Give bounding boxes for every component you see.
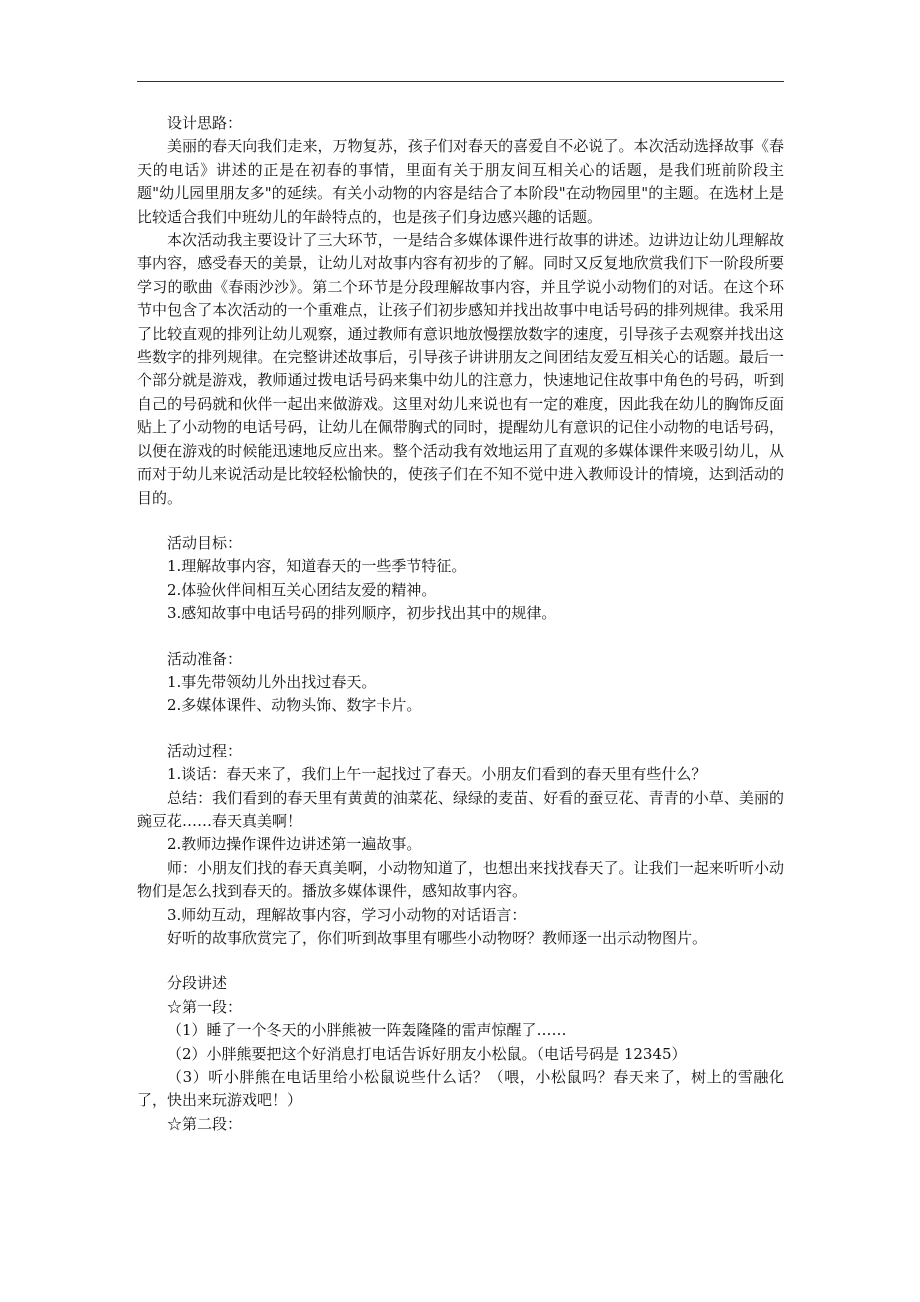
segment-second-label: ☆第二段：	[167, 1114, 243, 1133]
document-body	[137, 112, 784, 1136]
prep-heading: 活动准备：	[167, 649, 243, 668]
header-rule	[137, 81, 784, 82]
process-line: 1.谈话：春天来了，我们上午一起找过了春天。小朋友们看到的春天里有些什么？	[167, 765, 707, 784]
segment-item: （1）睡了一个冬天的小胖熊被一阵轰隆隆的雷声惊醒了……	[167, 1021, 567, 1040]
process-line: 总结：我们看到的春天里有黄黄的油菜花、绿绿的麦苗、好看的蚕豆花、青青的小草、美丽的豌豆花……春天真美啊！	[137, 788, 784, 830]
segment-first-label: ☆第一段：	[167, 997, 243, 1016]
prep-item: 1.事先带领幼儿外出找过春天。	[167, 672, 377, 691]
process-heading: 活动过程：	[167, 741, 243, 760]
process-line: 好听的故事欣赏完了，你们听到故事里有哪些小动物呀？教师逐一出示动物图片。	[167, 929, 708, 947]
goals-heading: 活动目标：	[167, 533, 243, 552]
design-heading: 设计思路：	[167, 114, 243, 132]
design-paragraph-1: 美丽的春天向我们走来，万物复苏，孩子们对春天的喜爱自不必说了。本次活动选择故事《春天的电话》讲述的正是在初春的事情，里面有关于朋友间互相关心的话题，是我们班前阶段主题"幼儿园里朋友多"的延续。有关小动物的内容是结合了本阶段"在动物园里"的主题。在选材上是比较适合我们中班幼儿的年龄特点的，也是孩子们身边感兴趣的话题。	[137, 137, 784, 226]
goal-item: 3.感知故事中电话号码的排列顺序，初步找出其中的规律。	[167, 604, 557, 623]
segment-item: （3）听小胖熊在电话里给小松鼠说些什么话？（喂，小松鼠吗？春天来了，树上的雪融化了，快出来玩游戏吧！）	[137, 1068, 784, 1110]
prep-item: 2.多媒体课件、动物头饰、数字卡片。	[167, 696, 422, 715]
goal-item: 2.体验伙伴间相互关心团结友爱的精神。	[167, 580, 437, 599]
process-line: 2.教师边操作课件边讲述第一遍故事。	[167, 835, 422, 854]
segments-heading: 分段讲述	[167, 974, 228, 993]
goal-item: 1.理解故事内容，知道春天的一些季节特征。	[167, 557, 467, 576]
design-paragraph-2: 本次活动我主要设计了三大环节，一是结合多媒体课件进行故事的讲述。边讲边让幼儿理解故事内容，感受春天的美景，让幼儿对故事内容有初步的了解。同时又反复地欣赏我们下一阶段所要学习的歌曲《春雨沙沙》。第二个环节是分段理解故事内容，并且学说小动物们的对话。在这个环节中包含了本次活动的一个重难点，让孩子们初步感知并找出故事中电话号码的排列规律。我采用了比较直观的排列让幼儿观察，通过教师有意识地放慢摆放数字的速度，引导孩子去观察并找出这些数字的排列规律。在完整讲述故事后，引导孩子讲讲朋友之间团结友爱互相关心的话题。最后一个部分就是游戏，教师通过拨电话号码来集中幼儿的注意力，快速地记住故事中角色的号码，听到自己的号码就和伙伴一起出来做游戏。这里对幼儿来说也有一定的难度，因此我在幼儿的胸饰反面贴上了小动物的电话号码，让幼儿在佩带胸式的同时，提醒幼儿有意识的记住小动物的电话号码，以便在游戏的时候能迅速地反应出来。整个活动我有效地运用了直观的多媒体课件来吸引幼儿，从而对于幼儿来说活动是比较轻松愉快的，使孩子们在不知不觉中进入教师设计的情境，达到活动的目的。	[137, 231, 784, 507]
process-line: 3.师幼互动，理解故事内容，学习小动物的对话语言：	[167, 905, 527, 924]
segment-item: （2）小胖熊要把这个好消息打电话告诉好朋友小松鼠。（电话号码是 12345）	[167, 1044, 687, 1063]
process-line: 师：小朋友们找的春天真美啊，小动物知道了，也想出来找找春天了。让我们一起来听听小动物们是怎么找到春天的。播放多媒体课件，感知故事内容。	[137, 858, 784, 901]
